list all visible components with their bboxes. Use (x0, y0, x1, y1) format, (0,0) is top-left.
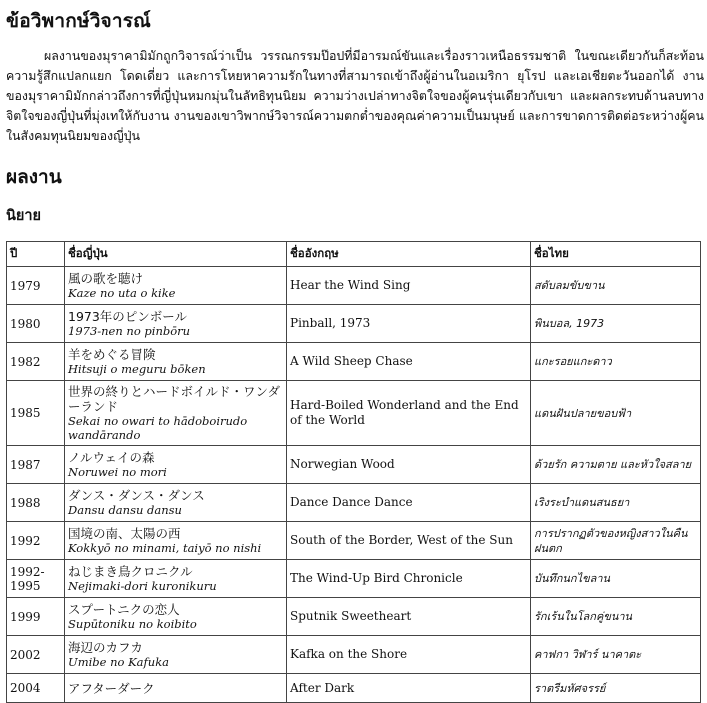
japanese-title: 羊をめぐる冒険 (68, 347, 156, 362)
japanese-title: ねじまき鳥クロニクル (68, 564, 193, 579)
table-row (7, 305, 701, 343)
novels-table (6, 241, 701, 703)
english-title-cell: After Dark (287, 674, 531, 703)
japanese-title-cell (65, 446, 287, 484)
japanese-title: 国境の南、太陽の西 (68, 526, 181, 541)
romaji-title: Supūtoniku no koibito (68, 617, 197, 631)
romaji-title: Noruwei no mori (68, 465, 167, 479)
year-cell: 2002 (7, 636, 65, 674)
table-header-row (7, 242, 701, 267)
novels-subheading: นิยาย (6, 208, 42, 224)
table-row (7, 484, 701, 522)
year-cell: 1987 (7, 446, 65, 484)
thai-title-cell: แดนฝันปลายขอบฟ้า (531, 381, 701, 446)
critique-heading: ข้อวิพากษ์วิจารณ์ (6, 10, 151, 32)
table-row (7, 381, 701, 446)
romaji-title: Dansu dansu dansu (68, 503, 182, 517)
japanese-title-cell (65, 484, 287, 522)
year-cell: 1999 (7, 598, 65, 636)
japanese-title-cell (65, 636, 287, 674)
japanese-title-cell (65, 560, 287, 598)
english-title-cell: South of the Border, West of the Sun (287, 522, 531, 560)
english-title-cell: Norwegian Wood (287, 446, 531, 484)
table-row (7, 343, 701, 381)
table-row (7, 267, 701, 305)
english-title-cell: Sputnik Sweetheart (287, 598, 531, 636)
thai-title-cell: คาฟกา วิฬาร์ นาคาตะ (531, 636, 701, 674)
year-cell: 2004 (7, 674, 65, 703)
thai-title-cell: สดับลมขับขาน (531, 267, 701, 305)
english-title-cell: Pinball, 1973 (287, 305, 531, 343)
english-title-cell: The Wind-Up Bird Chronicle (287, 560, 531, 598)
year-cell: 1979 (7, 267, 65, 305)
column-header-japanese-title: ชื่อญี่ปุ่น (65, 242, 287, 267)
table-row (7, 522, 701, 560)
japanese-title: 海辺のカフカ (68, 640, 143, 655)
thai-title-cell: ราตรีมหัศจรรย์ (531, 674, 701, 703)
japanese-title-cell (65, 343, 287, 381)
english-title-cell: Dance Dance Dance (287, 484, 531, 522)
romaji-title: Kokkyō no minami, taiyō no nishi (68, 541, 262, 555)
column-header-english-title: ชื่ออังกฤษ (287, 242, 531, 267)
critique-paragraph: ผลงานของมุราคามิมักถูกวิจารณ์ว่าเป็น วรรณกรรมป๊อปที่มีอารมณ์ขันและเรื่องราวเหนือธรรมชาติ ในขณะเดียวกันก็สะท้อนความรู้สึกแปลกแยก โดดเดี่ยว และการโหยหาความรักในทางที่สามารถเข้าถึงผู้อ่านในอเมริกา ยุโรป และเอเชียตะวันออกได้ งานของมุราคามิมักกล่าวถึงการที่ญี่ปุ่นหมกมุ่นในลัทธิทุนนิยม ความว่างเปล่าทางจิตใจของผู้คนรุ่นเดียวกับเขา และผลกระทบด้านลบทางจิตใจของญี่ปุ่นที่มุ่งเทให้กับงาน งานของเขาวิพากษ์วิจารณ์ความตกต่ำของคุณค่าความเป็นมนุษย์ และการขาดการติดต่อระหว่างผู้คนในสังคมทุนนิยมของญี่ปุ่น (6, 48, 704, 143)
english-title-cell: Kafka on the Shore (287, 636, 531, 674)
japanese-title: スプートニクの恋人 (68, 602, 180, 617)
romaji-title: Kaze no uta o kike (68, 286, 176, 300)
japanese-title: ダンス・ダンス・ダンス (68, 488, 205, 503)
year-cell: 1992 (7, 522, 65, 560)
japanese-title-cell (65, 522, 287, 560)
works-heading: ผลงาน (6, 166, 62, 188)
japanese-title: 風の歌を聴け (68, 271, 144, 286)
japanese-title: ノルウェイの森 (68, 450, 155, 465)
english-title-cell: A Wild Sheep Chase (287, 343, 531, 381)
table-row (7, 446, 701, 484)
japanese-title: 1973年のピンボール (68, 309, 188, 324)
japanese-title-cell (65, 381, 287, 446)
year-cell: 1982 (7, 343, 65, 381)
thai-title-cell: การปรากฏตัวของหญิงสาวในคืนฝนตก (531, 522, 701, 560)
japanese-title-cell (65, 305, 287, 343)
english-title-cell: Hear the Wind Sing (287, 267, 531, 305)
japanese-title: 世界の終りとハードボイルド・ワンダーランド (68, 384, 281, 414)
thai-title-cell: รักเร้นในโลกคู่ขนาน (531, 598, 701, 636)
thai-title-cell: พินบอล, 1973 (531, 305, 701, 343)
thai-title-cell: แกะรอยแกะดาว (531, 343, 701, 381)
table-row (7, 636, 701, 674)
table-row (7, 674, 701, 703)
japanese-title-cell (65, 674, 287, 703)
year-cell: 1980 (7, 305, 65, 343)
romaji-title: 1973-nen no pinbōru (68, 324, 191, 338)
romaji-title: Umibe no Kafuka (68, 655, 170, 669)
table-row (7, 560, 701, 598)
column-header-thai-title: ชื่อไทย (531, 242, 701, 267)
japanese-title-cell (65, 267, 287, 305)
thai-title-cell: บันทึกนกไขลาน (531, 560, 701, 598)
thai-title-cell: เริงระบำแดนสนธยา (531, 484, 701, 522)
table-row (7, 598, 701, 636)
year-cell: 1988 (7, 484, 65, 522)
column-header-year: ปี (7, 242, 65, 267)
year-cell: 1985 (7, 381, 65, 446)
thai-title-cell: ด้วยรัก ความตาย และหัวใจสลาย (531, 446, 701, 484)
japanese-title-cell (65, 598, 287, 636)
english-title-cell: Hard-Boiled Wonderland and the End of the World (287, 381, 531, 446)
romaji-title: Nejimaki-dori kuronikuru (68, 579, 217, 593)
romaji-title: Sekai no owari to hādoboirudo wandārando (68, 414, 248, 442)
romaji-title: Hitsuji o meguru bōken (68, 362, 206, 376)
japanese-title: アフターダーク (68, 680, 155, 696)
year-cell: 1992-1995 (7, 560, 65, 598)
